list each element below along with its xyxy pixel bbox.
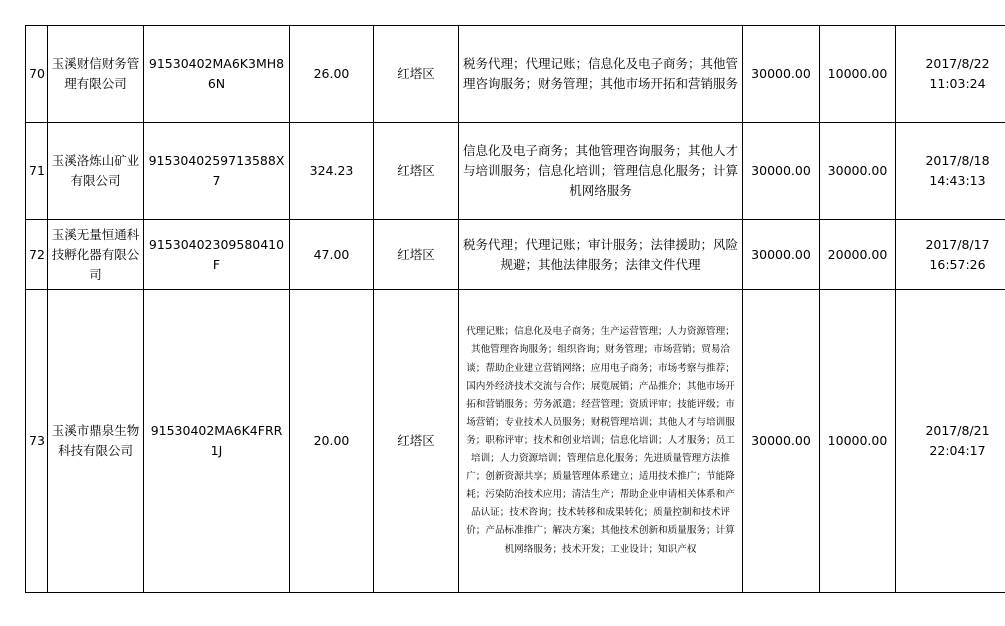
table-row: [26, 123, 1005, 220]
company-name: 玉溪财信财务管理有限公司: [48, 26, 144, 123]
district: 红塔区: [374, 123, 459, 220]
registered-capital: 20.00: [290, 290, 374, 593]
row-index: 70: [26, 26, 48, 123]
amount-b: 20000.00: [820, 220, 896, 290]
company-name: 玉溪洛炼山矿业有限公司: [48, 123, 144, 220]
service-scope: 代理记账；信息化及电子商务；生产运营管理；人力资源管理；其他管理咨询服务；组织咨询；财务管理；市场营销；贸易洽谈；帮助企业建立营销网络；应用电子商务；市场考察与推荐；国内外经济技术交流与合作；展览展销；产品推介；其他市场开拓和营销服务；劳务派遣；经营管理；资质评审；技能评级；市场营销；专业技术人员服务；财税管理培训；其他人才与培训服务；职称评审；技术和创业培训；信息化培训；人才服务；员工培训；人力资源培训；管理信息化服务；先进质量管理方法推广；创新资源共享；质量管理体系建立；适用技术推广；节能降耗；污染防治技术应用；清洁生产；帮助企业申请相关体系和产品认证；技术咨询；技术转移和成果转化；质量控制和技术评价；产品标准推广；解决方案；其他技术创新和质量服务；计算机网络服务；技术开发；工业设计；知识产权: [459, 290, 743, 593]
row-index: 71: [26, 123, 48, 220]
amount-b: 30000.00: [820, 123, 896, 220]
amount-a: 30000.00: [743, 220, 820, 290]
credit-code: 91530402MA6K3MH86N: [144, 26, 290, 123]
service-scope: 信息化及电子商务；其他管理咨询服务；其他人才与培训服务；信息化培训；管理信息化服务；计算机网络服务: [459, 123, 743, 220]
timestamp: 2017/8/22 11:03:24: [896, 26, 1005, 123]
records-table: [25, 25, 1005, 593]
timestamp: 2017/8/21 22:04:17: [896, 290, 1005, 593]
table-row: [26, 26, 1005, 123]
amount-a: 30000.00: [743, 26, 820, 123]
amount-b: 10000.00: [820, 290, 896, 593]
amount-b: 10000.00: [820, 26, 896, 123]
amount-a: 30000.00: [743, 290, 820, 593]
row-index: 72: [26, 220, 48, 290]
amount-a: 30000.00: [743, 123, 820, 220]
timestamp: 2017/8/18 14:43:13: [896, 123, 1005, 220]
credit-code: 9153040259713588X7: [144, 123, 290, 220]
district: 红塔区: [374, 290, 459, 593]
row-index: 73: [26, 290, 48, 593]
timestamp: 2017/8/17 16:57:26: [896, 220, 1005, 290]
registered-capital: 324.23: [290, 123, 374, 220]
table-row: [26, 220, 1005, 290]
company-name: 玉溪无量恒通科技孵化器有限公司: [48, 220, 144, 290]
table-row: [26, 290, 1005, 593]
credit-code: 91530402309580410F: [144, 220, 290, 290]
district: 红塔区: [374, 220, 459, 290]
company-name: 玉溪市鼎泉生物科技有限公司: [48, 290, 144, 593]
registered-capital: 47.00: [290, 220, 374, 290]
registered-capital: 26.00: [290, 26, 374, 123]
district: 红塔区: [374, 26, 459, 123]
service-scope: 税务代理；代理记账；信息化及电子商务；其他管理咨询服务；财务管理；其他市场开拓和营销服务: [459, 26, 743, 123]
service-scope: 税务代理；代理记账；审计服务；法律援助；风险规避；其他法律服务；法律文件代理: [459, 220, 743, 290]
credit-code: 91530402MA6K4FRR1J: [144, 290, 290, 593]
